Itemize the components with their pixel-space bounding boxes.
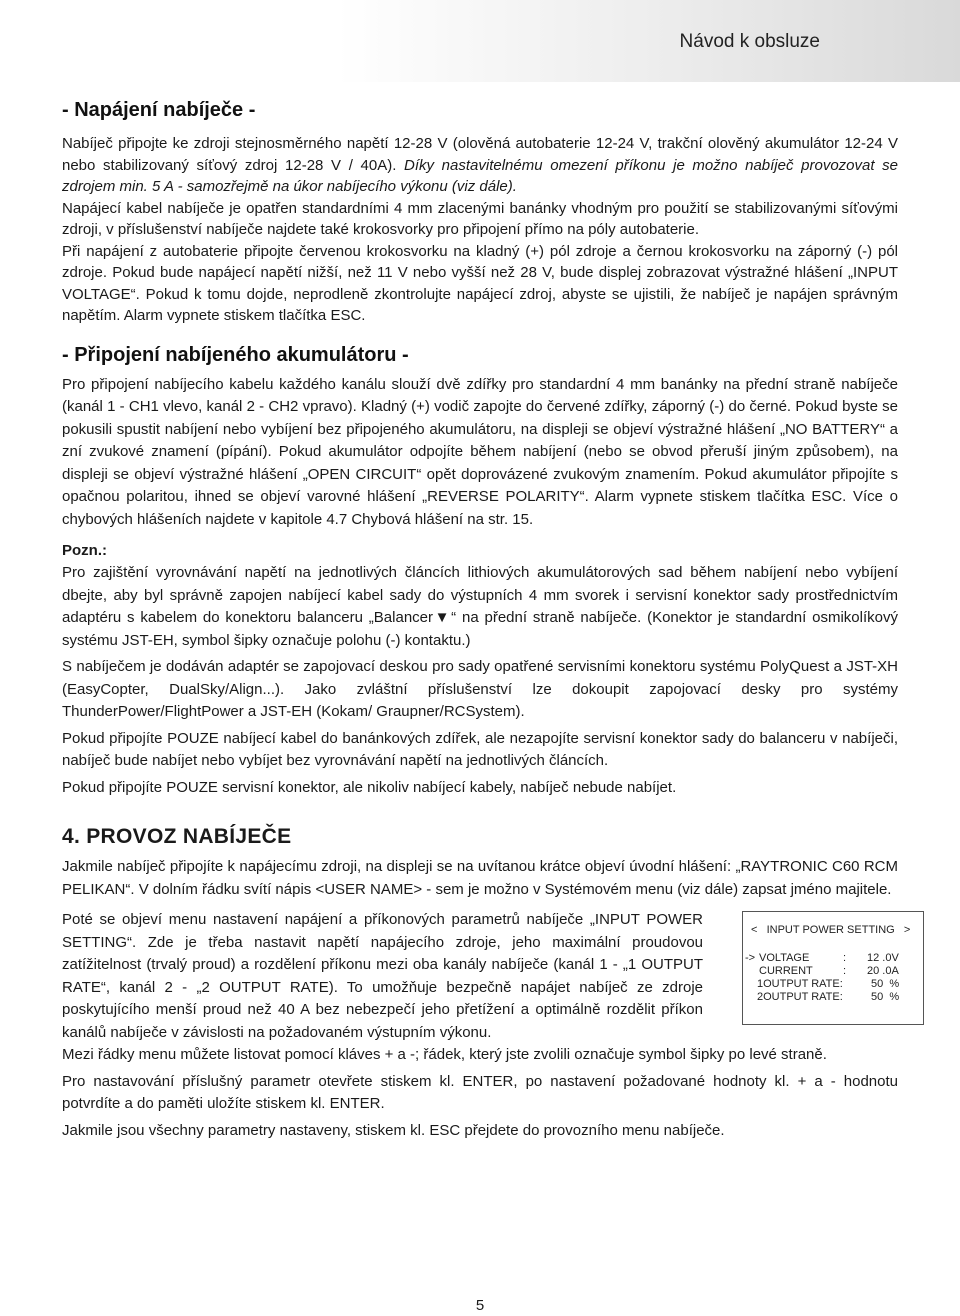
note-label: Pozn.: <box>62 542 107 559</box>
text-power-limit-note: Díky nastavitelnému omezení příkonu je možno nabíječ provozovat se zdrojem min. 5 A - samozřejmě na úkor nabíjecího výkonu (viz dále). <box>62 156 899 195</box>
section-title-power: - Napájení nabíječe - <box>62 99 256 121</box>
paragraph-note-only-connector: Pokud připojíte POUZE servisní konektor, ale nikoliv nabíjecí kabely, nabíječ nebude nabíjet. <box>62 778 677 796</box>
paragraph-power-source <box>62 133 898 198</box>
paragraph-welcome-message: Jakmile nabíječ připojíte k napájecímu zdroji, na displeji se na uvítanou krátce objeví úvodní hlášení: „RAYTRONIC C60 RCM PELIKAN“. V dolním řádku svítí nápis <USER NAME> - sem je možno v Systémovém menu (viz dále) zapsat jméno majitele. <box>62 858 898 898</box>
lcd-row-label: 1OUTPUT RATE: <box>757 978 843 990</box>
paragraph-exit-menu: Jakmile jsou všechny parametry nastaveny, stiskem kl. ESC přejdete do provozního menu nabíječe. <box>62 1121 725 1139</box>
text-input-power-setting: Poté se objeví menu nastavení napájení a příkonových parametrů nabíječe „INPUT POWER SETTING“. Zde je třeba nastavit napětí napájecího zdroje, jeho maximální proudovou zatížitelnost (trvalý proud) a rozdělení příkonu mezi oba kanály nabíječe (kanál 1 - „1 OUTPUT RATE“, kanál 2 - „2 OUTPUT RATE). To umožňuje bezpečně napájet nabíječ ze zdroje poskytujícího menší proud než 40 A bez nebezpečí jeho přetížení a optimálně rozdělit příkon kanálů nabíječe v závislosti na požadovaném výstupním výkonu. <box>62 911 703 1041</box>
balancer-arrow-icon: ▼ <box>433 609 452 626</box>
page-number: 5 <box>475 1297 485 1314</box>
lcd-paragraph-wrap <box>62 909 911 1044</box>
lcd-row-value: 12 .0V <box>867 952 899 964</box>
header-title: Návod k obsluze <box>679 31 820 52</box>
lcd-row-label: CURRENT <box>759 965 813 977</box>
lcd-row-label: VOLTAGE <box>759 952 810 964</box>
paragraph-power-cable: Napájecí kabel nabíječe je opatřen standardními 4 mm zlacenými banánky vhodným pro použití se stabilizovanými síťovými zdroji, v příslušenství nabíječe najdete také krokosvorky pro připojení přímo na póly autobaterie. <box>62 199 898 238</box>
paragraph-car-battery: Při napájení z autobaterie připojte červenou krokosvorku na kladný (+) pól zdroje a černou krokosvorku na záporný (-) pól zdroje. Pokud bude napájecí napětí nižší, než 11 V nebo vyšší než 28 V, bude displej zobrazovat výstražné hlášení „INPUT VOLTAGE“. Pokud k tomu dojde, neprodleně zkontrolujte napájecí zdroj, abyste se ujistili, že nabíječ je napájen správným napětím. Alarm vypnete stiskem tlačítka ESC. <box>62 242 898 324</box>
header-bar <box>0 0 960 82</box>
paragraph-input-power-setting <box>62 909 898 1044</box>
lcd-row-value: 20 .0A <box>867 965 899 977</box>
paragraph-parameter-edit: Pro nastavování příslušný parametr otevřete stiskem kl. ENTER, po nastavení požadované hodnoty kl. + a - hodnotu potvrdíte a do paměti uložíte stiskem kl. ENTER. <box>62 1072 898 1112</box>
paragraph-note-balancer <box>62 562 898 652</box>
paragraph-battery-connection: Pro připojení nabíjecího kabelu každého kanálu slouží dvě zdířky pro standardní 4 mm banánky na přední straně nabíječe (kanál 1 - CH1 vlevo, kanál 2 - CH2 vpravo). Kladný (+) vodič zapojte do červené zdířky, záporný (-) do černé. Pokud byste se pokusili spustit nabíjení nebo vybíjení bez připojeného akumulátoru, na displeji se objeví výstražné hlášení „NO BATTERY“ a zní zvukové znamení (pípání). Pokud akumulátor odpojíte během nabíjení (nebo se obvod přeruší jiným způsobem), na displeji se objeví výstražné hlášení „OPEN CIRCUIT“ opět doprovázené zvukovým znamením. Pokud akumulátor připojíte s opačnou polaritou, ihned se objeví varovné hlášení „REVERSE POLARITY“. Alarm vypnete stiskem tlačítka ESC. Více o chybových hlášeních najdete v kapitole 4.7 Chybová hlášení na str. 15. <box>62 375 898 528</box>
text-balancer-a: Pro zajištění vyrovnávání napětí na jednotlivých článcích lithiových akumulátorových sad během nabíjení nebo vybíjení dbejte, aby byl správně zapojen nabíjecí kabel sady do výstupních 4 mm svorek i servisní konektor sady prostřednictvím adaptéru s kabelem do konektoru balanceru „Balancer <box>62 564 898 626</box>
section-title-battery-connection: - Připojení nabíjeného akumulátoru - <box>62 343 409 366</box>
paragraph-note-only-cable: Pokud připojíte POUZE nabíjecí kabel do banánkových zdířek, ale nezapojíte servisní konektor sady do balanceru v nabíječi, nabíječ bude nabíjet nebo vybíjet bez vyrovnávání napětí na jednotlivých článcích. <box>62 729 898 769</box>
lcd-row-value: 50 % <box>871 991 900 1003</box>
paragraph-menu-navigation: Mezi řádky menu můžete listovat pomocí kláves + a -; řádek, který jste zvolili označuje symbol šipky po levé straně. <box>62 1046 827 1063</box>
lcd-title: < INPUT POWER SETTING > <box>751 924 911 936</box>
lcd-cursor-arrow-icon: -> <box>745 952 756 964</box>
text-power-source: Nabíječ připojte ke zdroji stejnosměrného napětí 12-28 V (olověná autobaterie 12-24 V, trakční olověný akumulátor 12-24 V nebo stabilizovaný síťový zdroj 12-28 V / 40A). <box>62 135 898 174</box>
text-balancer-b: “ na přední straně nabíječe. (Konektor je standardní osmikolíkový systému JST-EH, symbol šipky označuje polohu (-) kontaktu.) <box>62 609 898 649</box>
page-content <box>62 96 911 1142</box>
chapter-title-operation: 4. PROVOZ NABÍJEČE <box>62 825 292 848</box>
lcd-row-sep: : <box>843 965 847 977</box>
lcd-row-label: 2OUTPUT RATE: <box>757 991 843 1003</box>
lcd-row-value: 50 % <box>871 978 900 990</box>
paragraph-note-adapter: S nabíječem je dodáván adaptér se zapojovací deskou pro sady opatřené servisními konektoru systému PolyQuest a JST-XH (EasyCopter, DualSky/Align...). Jako zvláštní příslušenství lze dokoupit zapojovací desky pro systémy ThunderPower/FlightPower a JST-EH (Kokam/ Graupner/RCSystem). <box>62 658 898 720</box>
lcd-row-sep: : <box>843 952 847 964</box>
